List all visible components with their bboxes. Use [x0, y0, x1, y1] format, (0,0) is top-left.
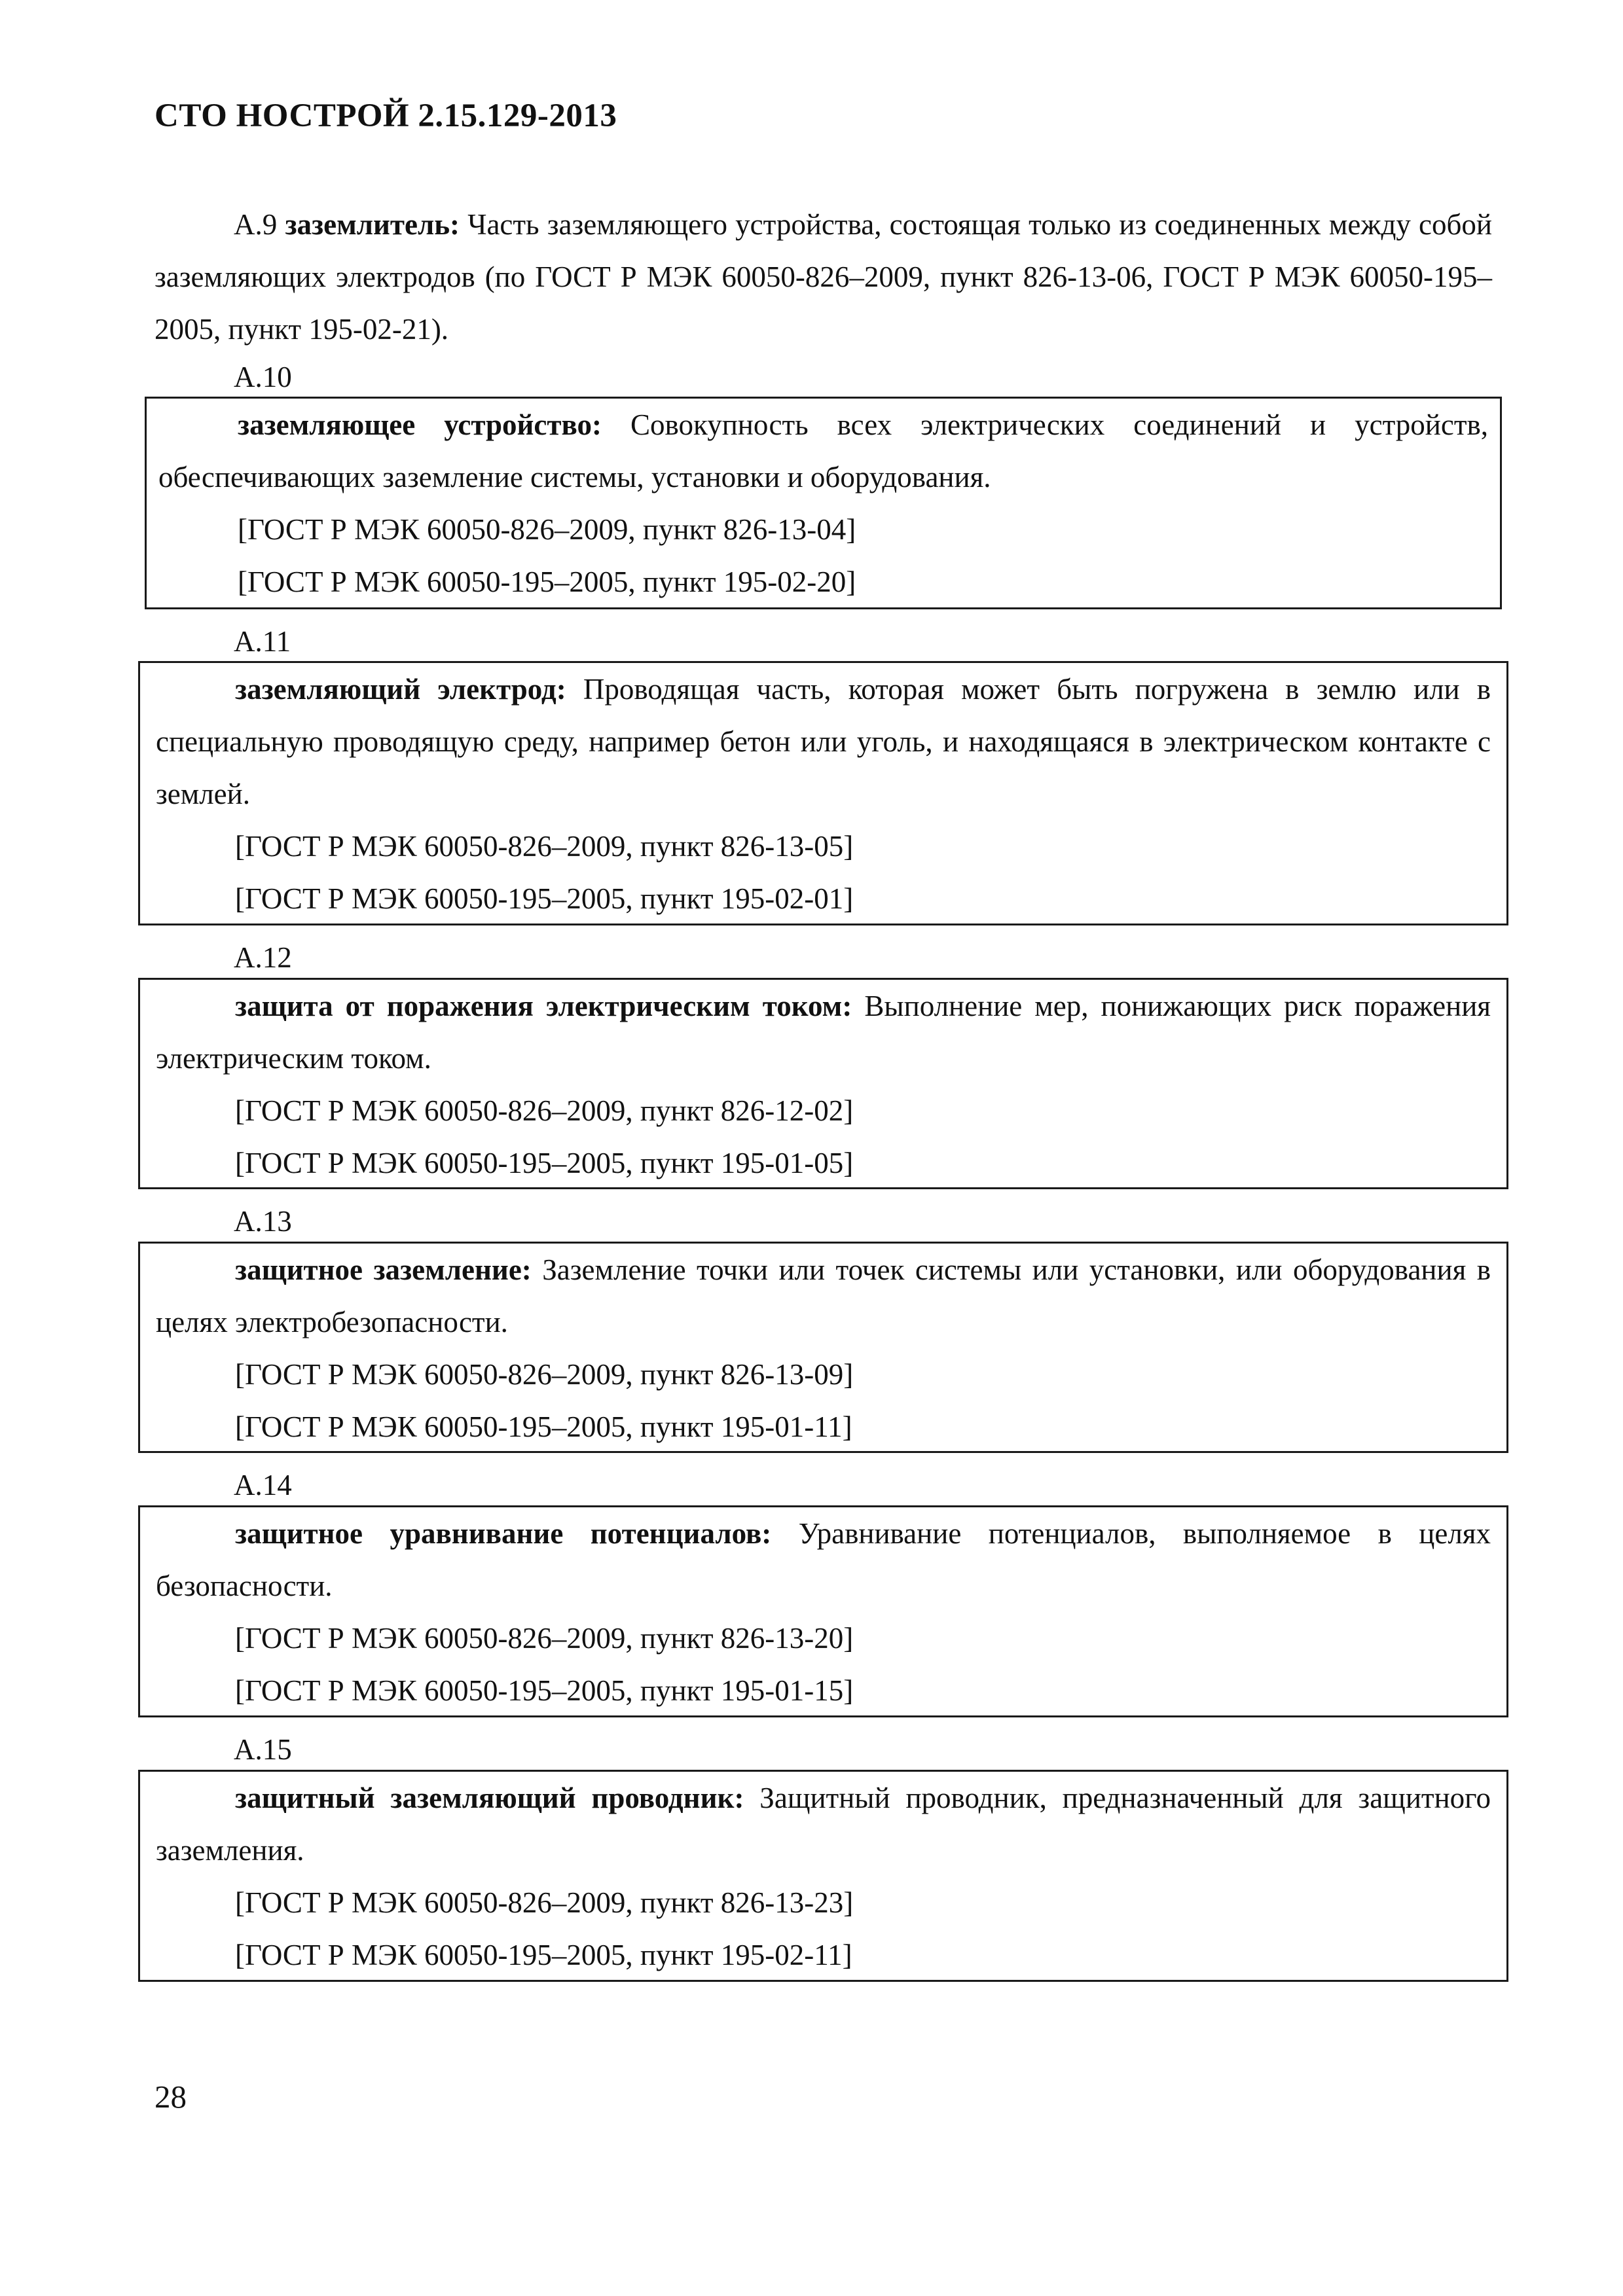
term-name: заземляющий электрод: — [235, 673, 566, 706]
gost-reference: [ГОСТ Р МЭК 60050-195–2005, пункт 195-01-15] — [235, 1674, 854, 1707]
gost-reference: [ГОСТ Р МЭК 60050-195–2005, пункт 195-01-11] — [235, 1410, 852, 1443]
term-name: защитное заземление: — [235, 1253, 532, 1286]
term-number-a12: А.12 — [234, 941, 292, 974]
gost-reference: [ГОСТ Р МЭК 60050-826–2009, пункт 826-13-04] — [238, 513, 856, 546]
definition-text: Выполнение мер, понижающих риск поражения электрическим током. — [156, 990, 1491, 1075]
gost-reference: [ГОСТ Р МЭК 60050-195–2005, пункт 195-02-20] — [238, 565, 856, 598]
definition-text: Совокупность всех электрических соединений и устройств, обеспечивающих заземление системы, установки и оборудования. — [158, 408, 1488, 493]
page-number: 28 — [155, 2079, 187, 2115]
term-number-a11: А.11 — [234, 625, 291, 658]
term-number-a14: А.14 — [234, 1469, 292, 1501]
term-number-a10: А.10 — [234, 361, 292, 393]
term-definition — [156, 1244, 1491, 1348]
definition-text: Заземление точки или точек системы или установки, или оборудования в целях электробезопасности. — [156, 1253, 1491, 1338]
gost-reference: [ГОСТ Р МЭК 60050-195–2005, пункт 195-02-01] — [235, 882, 854, 915]
term-box-a13 — [138, 1242, 1508, 1453]
gost-reference: [ГОСТ Р МЭК 60050-195–2005, пункт 195-01-05] — [235, 1147, 854, 1179]
term-box-a11 — [138, 661, 1508, 925]
term-box-a14 — [138, 1505, 1508, 1717]
term-number-a15: А.15 — [234, 1733, 292, 1766]
gost-reference: [ГОСТ Р МЭК 60050-826–2009, пункт 826-13-05] — [235, 830, 854, 863]
term-entry-a9 — [155, 198, 1492, 355]
term-box-a10 — [145, 397, 1502, 609]
term-box-a12 — [138, 978, 1508, 1189]
term-definition — [156, 1772, 1491, 1876]
definition-text: Проводящая часть, которая может быть погружена в землю или в специальную проводящую среду, например бетон или уголь, и находящаяся в электрическом контакте с землей. — [156, 673, 1491, 810]
term-number-a13: А.13 — [234, 1205, 292, 1238]
term-definition — [156, 663, 1491, 820]
gost-reference: [ГОСТ Р МЭК 60050-826–2009, пункт 826-12-02] — [235, 1094, 854, 1127]
term-definition — [156, 1507, 1491, 1612]
definition-text: Уравнивание потенциалов, выполняемое в целях безопасности. — [156, 1517, 1491, 1602]
gost-reference: [ГОСТ Р МЭК 60050-826–2009, пункт 826-13-23] — [235, 1886, 854, 1919]
document-header: СТО НОСТРОЙ 2.15.129-2013 — [155, 98, 617, 134]
term-name: защитный заземляющий проводник: — [235, 1782, 744, 1814]
term-number: А.9 — [234, 208, 278, 241]
term-box-a15 — [138, 1770, 1508, 1982]
term-name: защитное уравнивание потенциалов: — [235, 1517, 772, 1550]
term-definition — [156, 980, 1491, 1085]
term-name: заземляющее устройство: — [238, 408, 602, 441]
term-name: защита от поражения электрическим током: — [235, 990, 852, 1022]
gost-reference: [ГОСТ Р МЭК 60050-826–2009, пункт 826-13-09] — [235, 1358, 854, 1391]
gost-reference: [ГОСТ Р МЭК 60050-195–2005, пункт 195-02-11] — [235, 1939, 852, 1971]
gost-reference: [ГОСТ Р МЭК 60050-826–2009, пункт 826-13-20] — [235, 1622, 854, 1655]
term-name: заземлитель: — [285, 208, 460, 241]
definition-text: Защитный проводник, предназначенный для защитного заземления. — [156, 1782, 1491, 1867]
term-definition: Часть заземляющего устройства, состоящая только из соединенных между собой заземляющих электродов (по ГОСТ Р МЭК 60050-826–2009, пункт 826-13-06, ГОСТ Р МЭК 60050-195–2005, пункт 195-02-21). — [155, 208, 1492, 346]
term-definition — [158, 399, 1488, 503]
